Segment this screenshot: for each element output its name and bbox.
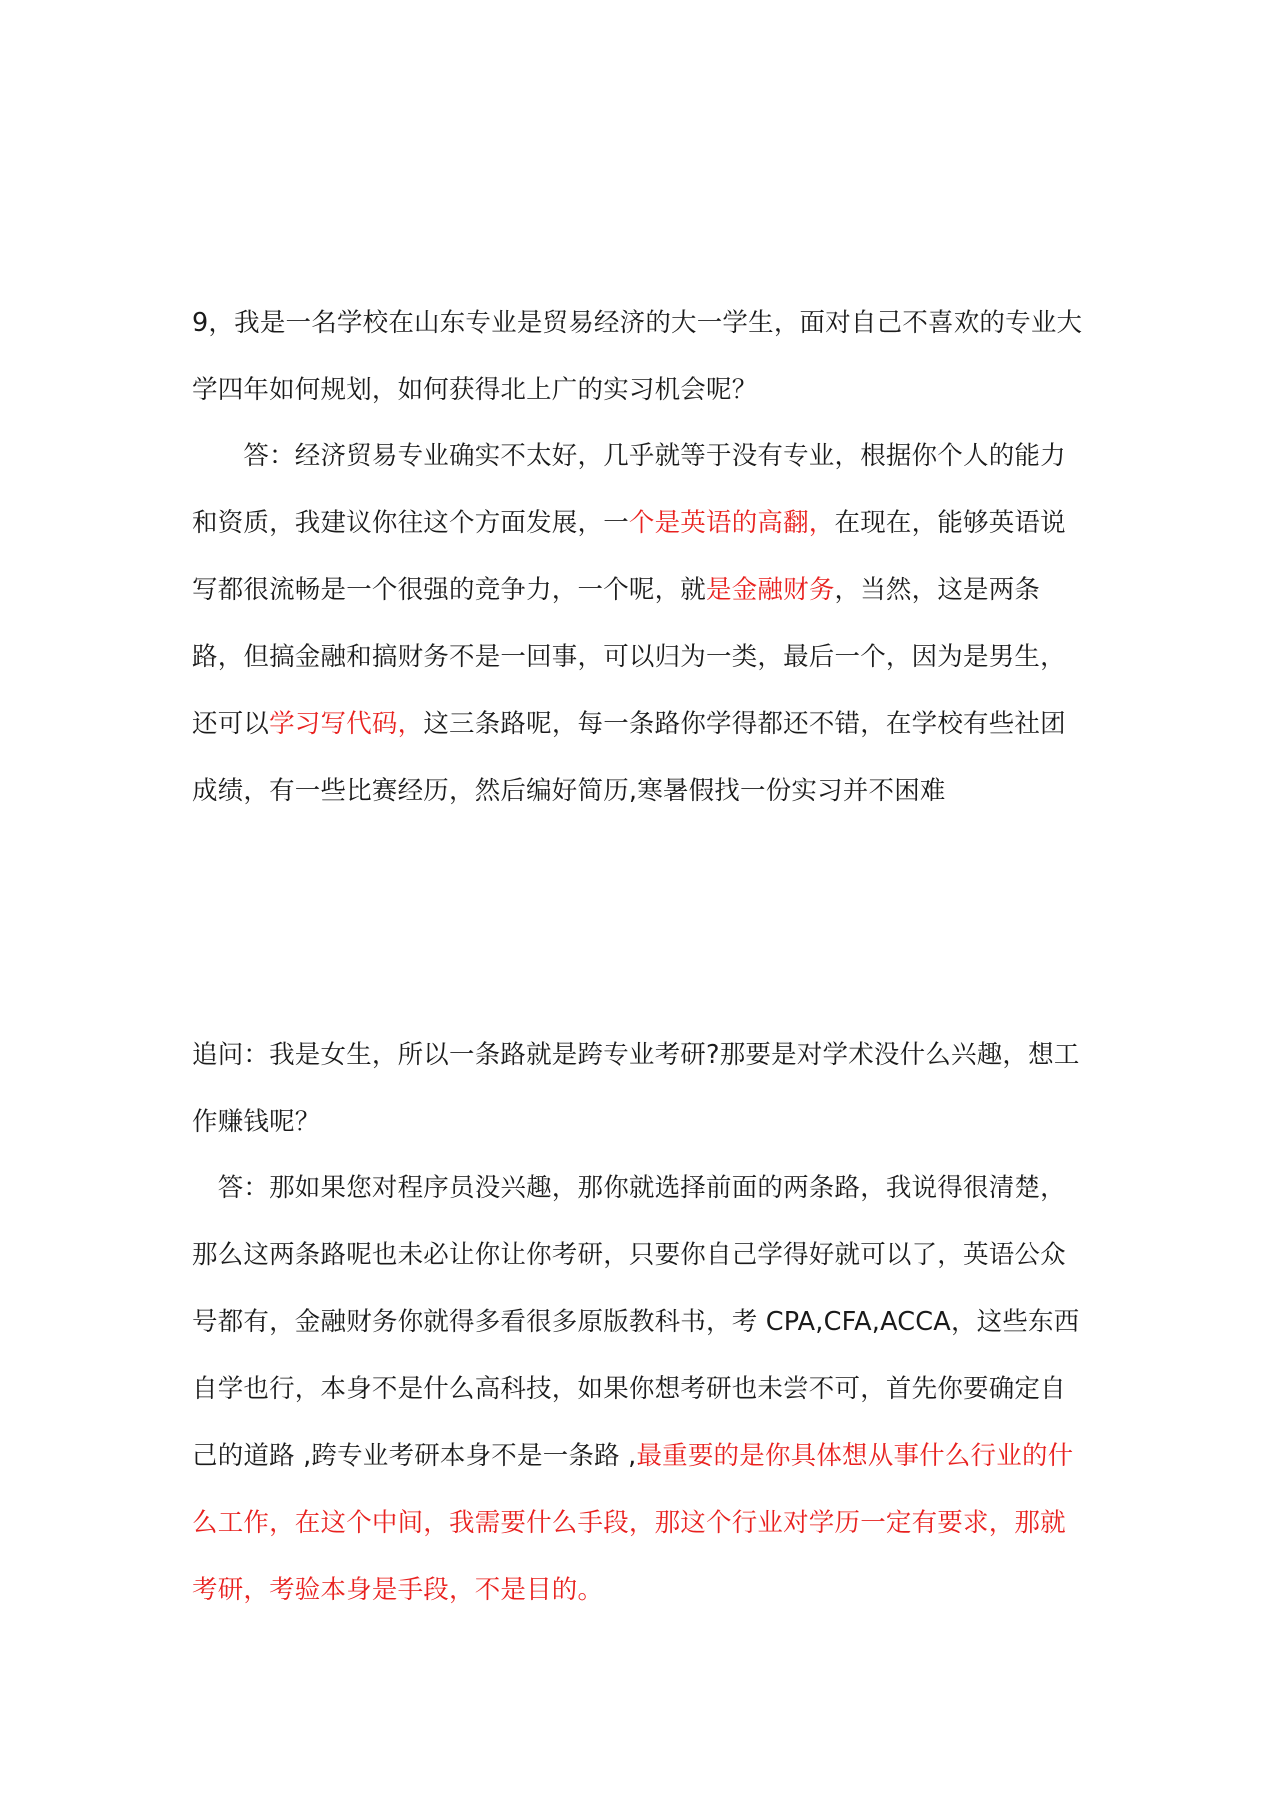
follow-up-question: [192, 1022, 1087, 1156]
follow-up-answer: [192, 1155, 1087, 1624]
answer-9-text-1: 答：经济贸易专业确实不太好，几乎就等于没有专业，根据你个人的能力和资质，我建议你往这个方面发展，一: [192, 441, 1066, 538]
highlight-coding: 学习写代码，: [269, 709, 424, 739]
follow-up-answer-text: 答：那如果您对程序员没兴趣，那你就选择前面的两条路，我说得很清楚，那么这两条路呢也未必让你让你考研，只要你自己学得好就可以了，英语公众号都有，金融财务你就得多看很多原版教科书，考 CPA,CFA,ACCA，这些东西自学也行，本身不是什么高科技，如果你想考研也未尝不可，首先你要确定自己的道路 ,跨专业考研本身不是一条路 ,: [192, 1173, 1080, 1471]
answer-9-text-2: 在现在，能够英语说写都很流畅是一个很强的竞争力，一个呢，就: [192, 508, 1066, 605]
follow-up-question-text: 追问：我是女生，所以一条路就是跨专业考研?那要是对学术没什么兴趣，想工作赚钱呢？: [192, 1040, 1080, 1137]
answer-9-text-3: ，当然，这是两条路，但搞金融和搞财务不是一回事，可以归为一类，最后一个，因为是男生，还可以: [192, 575, 1066, 739]
answer-9-text-4: 这三条路呢，每一条路你学得都还不错，在学校有些社团成绩，有一些比赛经历，然后编好简历,寒暑假找一份实习并不困难: [192, 709, 1066, 806]
highlight-conclusion: 最重要的是你具体想从事什么行业的什么工作，在这个中间，我需要什么手段，那这个行业对学历一定有要求，那就考研，考验本身是手段，不是目的。: [192, 1441, 1074, 1605]
answer-9: [192, 423, 1087, 825]
follow-up-answer-indent: [192, 1173, 218, 1203]
question-9-text: 9，我是一名学校在山东专业是贸易经济的大一学生，面对自己不喜欢的专业大学四年如何规划，如何获得北上广的实习机会呢？: [192, 308, 1083, 405]
answer-9-indent: [192, 441, 243, 471]
highlight-finance: 是金融财务: [706, 575, 835, 605]
question-9: [192, 290, 1087, 424]
highlight-english-interpreting: 个是英语的高翻，: [628, 508, 835, 538]
